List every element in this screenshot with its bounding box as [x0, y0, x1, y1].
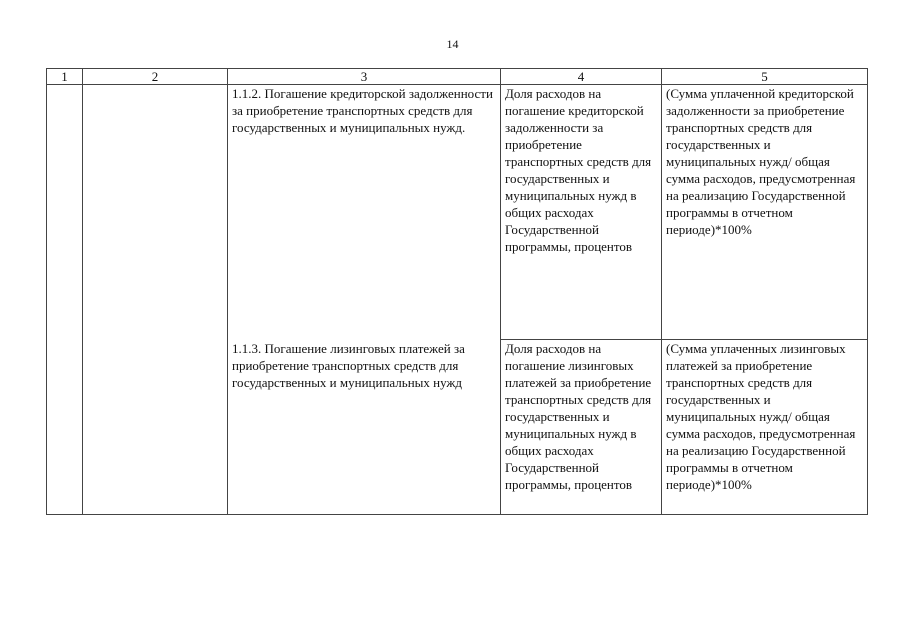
indicators-table: [46, 68, 868, 515]
header-cell: 2: [83, 69, 228, 85]
header-cell: 5: [662, 69, 868, 85]
page-number: 14: [446, 37, 459, 51]
table-header-row: [47, 69, 868, 85]
empty-cell: [83, 85, 228, 340]
formula-cell: (Сумма уплаченной кредиторской задолженности за приобретение транспортных средств для государственных и муниципальных нужд/ общая сумма расходов, предусмотренная на реализацию Государственной программы в отчетном периоде)*100%: [662, 85, 868, 340]
activity-cell: 1.1.2. Погашение кредиторской задолженности за приобретение транспортных средств для государственных и муниципальных нужд.: [228, 85, 501, 340]
empty-cell: [47, 340, 83, 515]
indicator-cell: Доля расходов на погашение кредиторской задолженности за приобретение транспортных средств для государственных и муниципальных нужд в общих расходах Государственной программы, процентов: [501, 85, 662, 340]
header-cell: 3: [228, 69, 501, 85]
activity-cell: 1.1.3. Погашение лизинговых платежей за приобретение транспортных средств для государственных и муниципальных нужд: [228, 340, 501, 515]
empty-cell: [83, 340, 228, 515]
header-cell: 4: [501, 69, 662, 85]
indicator-cell: Доля расходов на погашение лизинговых платежей за приобретение транспортных средств для государственных и муниципальных нужд в общих расходах Государственной программы, процентов: [501, 340, 662, 515]
table-row: [47, 340, 868, 515]
table-row: [47, 85, 868, 340]
empty-cell: [47, 85, 83, 340]
formula-cell: (Сумма уплаченных лизинговых платежей за приобретение транспортных средств для государственных и муниципальных нужд/ общая сумма расходов, предусмотренная на реализацию Государственной программы в отчетном периоде)*100%: [662, 340, 868, 515]
header-cell: 1: [47, 69, 83, 85]
